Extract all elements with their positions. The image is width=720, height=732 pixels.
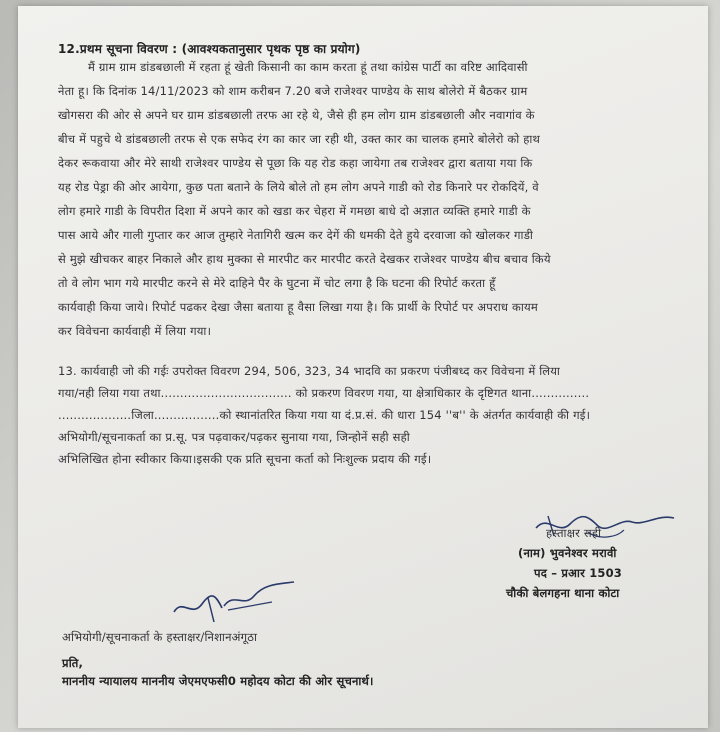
complainant-signature (168, 578, 298, 628)
section-12-line-5: देकर रूकवाया और मेरे साथी राजेश्वर पाण्डेय से पूछा कि यह रोड कहा जायेगा तब राजेश्वर द्वारा बताया गया कि (58, 156, 533, 170)
section-12-line-3: खोगसरा की ओर से अपने घर ग्राम डांडबछाली तरफ आ रहे थे, जैसे ही हम लोग ग्राम डांडबछाली और नवागांव के (58, 108, 535, 122)
section-12-line-8: पास आये और गाली गुप्तार कर आज तुम्हारे नेतागिरी खत्म कर देगें की धमकी देते हुये दरवाजा को खोलकर गाडी (58, 228, 534, 242)
section-12-heading: 12.प्रथम सूचना विवरण : (आवश्यकतानुसार पृथक पृष्ठ का प्रयोग) (58, 42, 361, 56)
section-12-line-7: लोग हमारे गाडी के विपरीत दिशा में अपने कार को खडा कर चेहरा में गमछा बाधे दो अज्ञात व्यक्ति हमारे गाडी के (58, 204, 531, 218)
section-13-line-1: 13. कार्यवाही जो की गईः उपरोक्त विवरण 294, 506, 323, 34 भादवि का प्रकरण पंजीबध्द कर विवेचना में लिया (58, 364, 561, 378)
section-13-line-5: अभिलिखित होना स्वीकार किया।इसकी एक प्रति सूचना कर्ता को निःशुल्क प्रदाय की गई। (58, 452, 432, 466)
court-address-line: माननीय न्यायालय माननीय जेएमएफसी0 महोदय कोटा की ओर सूचनार्थ। (62, 674, 374, 688)
section-13-line-4: अभियोगी/सूचनाकर्ता का प्र.सू. पत्र पढ़वाकर/पढ़कर सुनाया गया, जिन्होनें सही सही (58, 430, 410, 444)
section-12-line-4: बीच में पहुचे थे डांडबछाली तरफ से एक सफेद रंग का कार जा रही थी, उक्त कार का चालक हमारे बोलेरो को हाथ (58, 132, 541, 146)
section-12-line-11: कार्यवाही किया जाये। रिपोर्ट पढकर देखा जैसा बताया हू वैसा लिखा गया है। कि प्रार्थी के रिपोर्ट पर अपराध कायम (58, 300, 538, 314)
section-12-line-6: यह रोड पेड्रा की ओर आयेगा, कुछ पता बताने के लिये बोले तो हम लोग अपने गाडी को रोड किनारे पर रोकदियें, वे (58, 180, 539, 194)
section-12-line-10: तो वे लोग भाग गये मारपीट करने से मेरे दाहिने पैर के घुटना में चोट लगा है कि घटना की रिपोर्ट करता हूँ (58, 276, 496, 290)
officer-signature-label: हस्ताक्षर सही (546, 526, 602, 540)
officer-name: (नाम) भुवनेश्वर मरावी (518, 546, 617, 560)
section-12-line-2: नेता हू। कि दिनांक 14/11/2023 को शाम करीबन 7.20 बजे राजेश्वर पाण्डेय के साथ बोलेरो में बैठकर ग्राम (58, 84, 528, 98)
officer-post: पद – प्रआर 1503 (534, 566, 623, 580)
section-13-line-2: गया/नही लिया गया तथा.................................. को प्रकरण विवरण गया, या क्षेत्राधिकार के दृष्टिगत थाना............... (58, 386, 590, 400)
section-12-line-1: मैं ग्राम ग्राम डांडबछाली में रहता हूं खेती किसानी का काम करता हूं तथा कांग्रेस पार्टी का वरिष्ट आदिवासी (88, 60, 528, 74)
complainant-signature-label: अभियोगी/सूचनाकर्ता के हस्ताक्षर/निशानअंगूठा (62, 630, 258, 644)
copy-to-label: प्रति, (62, 656, 84, 670)
officer-station: चौकी बेलगहना थाना कोटा (506, 586, 620, 600)
section-12-line-12: कर विवेचना कार्यवाही में लिया गया। (58, 324, 212, 338)
section-12-line-9: से मुझे खीचकर बाहर निकाले और हाथ मुक्का से मारपीट कर मारपीट करते देखकर राजेश्वर पाण्डेय बीच बचाव किये (58, 252, 551, 266)
section-13-line-3: ...................जिला.................को स्थानांतरित किया गया या दं.प्र.सं. की धारा 154 ''ब'' के अंतर्गत कार्यवाही की गई। (58, 408, 591, 422)
fir-document-page (18, 6, 708, 728)
